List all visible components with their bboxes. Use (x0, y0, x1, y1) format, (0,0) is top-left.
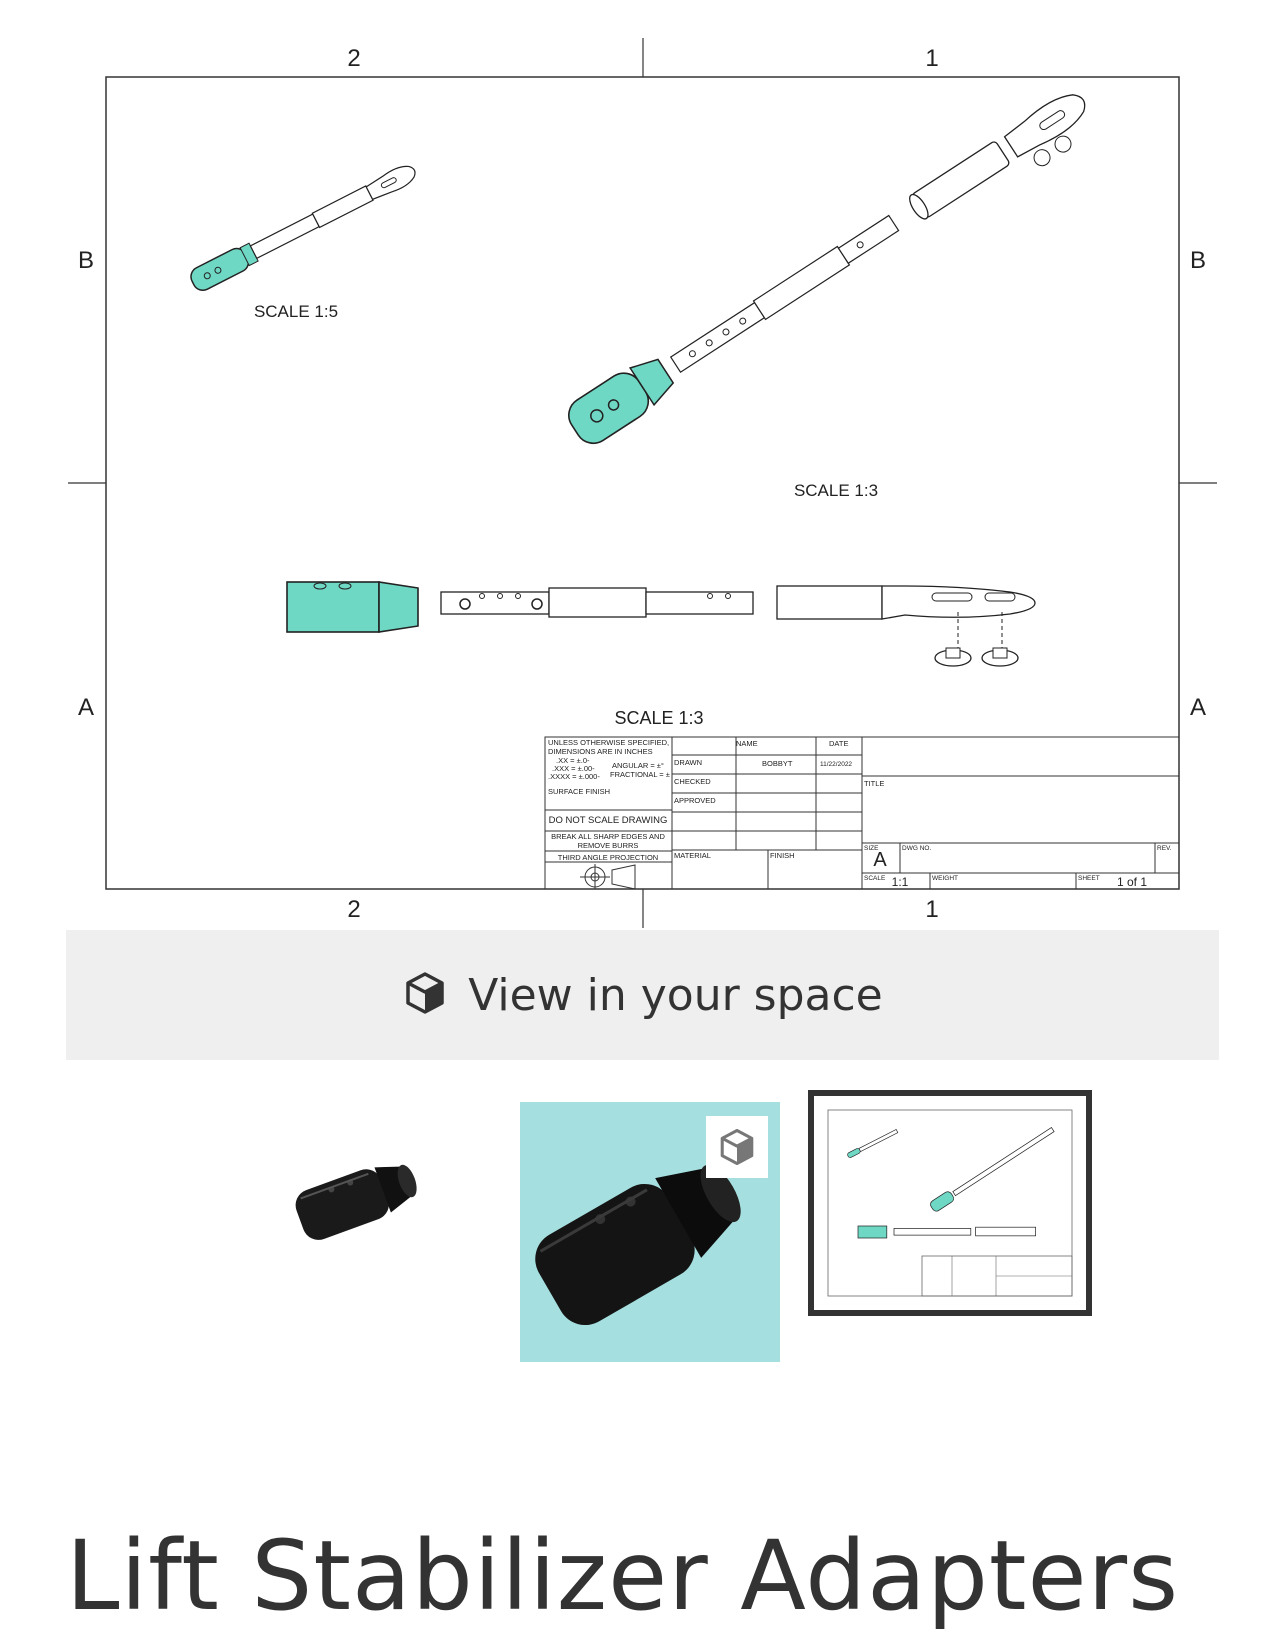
zone-label: 2 (347, 45, 361, 72)
sheet-value: 1 of 1 (1116, 875, 1148, 889)
size-label: SIZE (864, 845, 879, 852)
zone-label: 2 (347, 896, 361, 923)
surface-finish-note: SURFACE FINISH (548, 787, 611, 796)
view-scale-label: SCALE 1:5 (253, 302, 339, 321)
cube-icon (706, 1116, 768, 1178)
thumbnail-3d-model[interactable] (520, 1102, 780, 1362)
cube-icon (402, 970, 448, 1021)
tolerance-note: UNLESS OTHERWISE SPECIFIED, (548, 738, 670, 747)
zone-label: B (77, 247, 95, 274)
thumbnail-gallery (0, 1090, 1284, 1370)
weight-label: WEIGHT (932, 875, 958, 882)
drawn-name: BOBBYT (762, 759, 793, 768)
rev-label: REV. (1157, 845, 1172, 852)
product-title: Lift Stabilizer Adapters (66, 1520, 1180, 1632)
view-in-your-space-button[interactable] (66, 930, 1219, 1060)
material-label: MATERIAL (674, 851, 711, 860)
exploded-side-view (287, 582, 1035, 666)
drawn-label: DRAWN (674, 758, 703, 767)
dwg-no-label: DWG NO. (902, 845, 932, 852)
name-header: NAME (736, 739, 758, 748)
thumbnail-black-adapter[interactable] (270, 1110, 470, 1310)
tolerance-note: DIMENSIONS ARE IN INCHES (548, 747, 653, 756)
date-header: DATE (829, 739, 849, 748)
finish-label: FINISH (770, 851, 795, 860)
size-value: A (873, 849, 887, 871)
tolerance-note: .XXX = ±.00- (552, 764, 595, 773)
zone-label: A (77, 694, 95, 721)
assembly-view-small (188, 159, 420, 293)
sheet-label: SHEET (1078, 875, 1100, 882)
scale-value: 1:1 (891, 875, 909, 889)
title-label: TITLE (864, 779, 885, 788)
angular-note: ANGULAR = ±° (612, 761, 664, 770)
view-scale-label: SCALE 1:3 (614, 708, 704, 728)
thumbnail-drawing-sheet[interactable] (808, 1090, 1092, 1316)
zone-label: 1 (925, 45, 939, 72)
scale-label: SCALE (864, 875, 886, 882)
break-edges-note: BREAK ALL SHARP EDGES AND (551, 832, 665, 841)
tolerance-note: .XX = ±.0- (556, 756, 590, 765)
title-block (545, 737, 1179, 889)
approved-label: APPROVED (674, 796, 716, 805)
do-not-scale-note: DO NOT SCALE DRAWING (548, 815, 668, 826)
view-scale-label: SCALE 1:3 (793, 481, 879, 500)
zone-label: B (1189, 247, 1207, 274)
zone-label: A (1189, 694, 1207, 721)
checked-label: CHECKED (674, 777, 711, 786)
fractional-note: FRACTIONAL = ± (610, 770, 670, 779)
view-in-your-space-label: View in your space (468, 969, 883, 1021)
exploded-isometric-view (562, 80, 1102, 459)
drawn-date: 11/22/2022 (820, 761, 853, 768)
tolerance-note: .XXXX = ±.000- (548, 772, 600, 781)
zone-label: 1 (925, 896, 939, 923)
break-edges-note: REMOVE BURRS (577, 841, 639, 850)
projection-note: THIRD ANGLE PROJECTION (557, 853, 659, 862)
